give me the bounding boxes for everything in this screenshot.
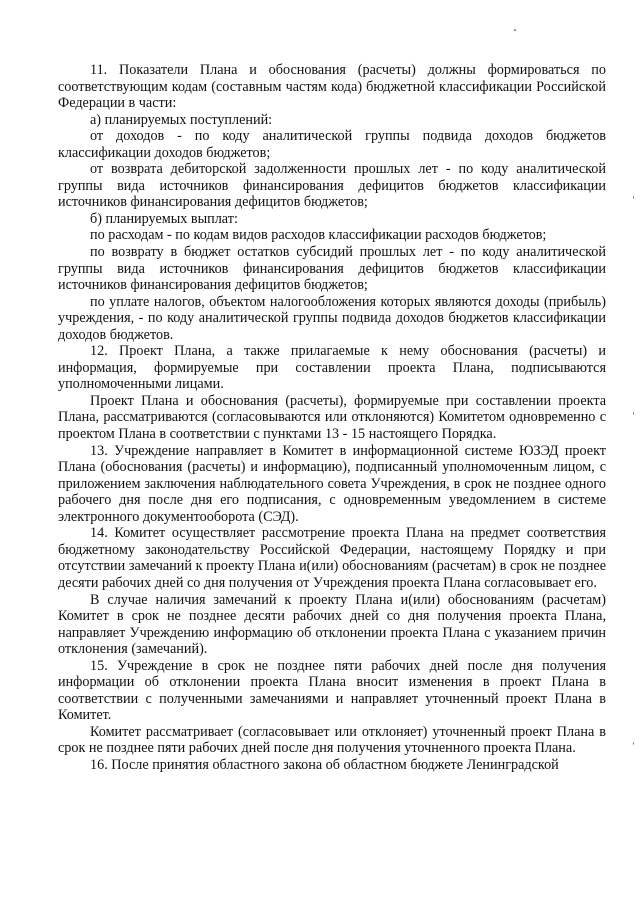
document-page	[58, 62, 606, 774]
paragraph-11a: а) планируемых поступлений:	[90, 111, 273, 128]
paragraph-11a-income: от доходов - по коду аналитической группы подвида доходов бюджетов классификации доходов бюджетов;	[58, 128, 606, 161]
paragraph-16: 16. После принятия областного закона об областном бюджете Ленинградской	[90, 756, 559, 773]
scan-speck	[633, 196, 634, 199]
scan-speck	[633, 742, 634, 745]
paragraph-11b: б) планируемых выплат:	[90, 210, 238, 227]
scan-speck	[514, 29, 516, 31]
scan-speck	[633, 412, 634, 415]
paragraph-12-review: Проект Плана и обоснования (расчеты), формируемые при составлении проекта Плана, рассматриваются (согласовываются или отклоняются) Комитетом одновременно с проектом Плана в соответствии с пунктами 13 - 15 настоящего Порядка.	[58, 392, 606, 443]
paragraph-11b-expenses: по расходам - по кодам видов расходов классификации расходов бюджетов;	[90, 227, 547, 244]
paragraph-15-review: Комитет рассматривает (согласовывает или отклоняет) уточненный проект Плана в срок не позднее пяти рабочих дней после дня получения уточненного проекта Плана.	[58, 723, 606, 757]
paragraph-15: 15. Учреждение в срок не позднее пяти рабочих дней после дня получения информации об отклонении проекта Плана вносит изменения в проект Плана в соответствии с полученными замечаниями и направляет уточненный проект Плана в Комитет.	[58, 657, 606, 724]
paragraph-12: 12. Проект Плана, а также прилагаемые к нему обоснования (расчеты) и информация, формируемые при составлении проекта Плана, подписываются уполномоченными лицами.	[58, 343, 606, 393]
paragraph-14: 14. Комитет осуществляет рассмотрение проекта Плана на предмет соответствия бюджетному законодательству Российской Федерации, настоящему Порядку и при отсутствии замечаний к проекту Плана и(или) обоснованиям (расчетам) в срок не позднее десяти рабочих дней со дня получения от Учреждения проекта Плана согласовывает его.	[58, 525, 606, 591]
paragraph-14-remarks: В случае наличия замечаний к проекту Плана и(или) обоснованиям (расчетам) Комитет в срок не позднее десяти рабочих дней со дня получения проекта Плана, направляет Учреждению информацию об отклонении проекта Плана с указанием причин отклонения (замечаний).	[58, 591, 606, 658]
paragraph-11b-taxes: по уплате налогов, объектом налогообложения которых являются доходы (прибыль) учреждения, - по коду аналитической группы подвида доходов бюджетов классификации доходов бюджетов.	[58, 293, 606, 343]
paragraph-13: 13. Учреждение направляет в Комитет в информационной системе ЮЗЭД проект Плана (обоснования (расчеты) и информацию), подписанный уполномоченным лицом, с приложением заключения наблюдательного совета Учреждения, в срок не позднее одного рабочего дня после дня его подписания, с одновременным уведомлением в системе электронного документооборота (СЭД).	[58, 442, 606, 525]
paragraph-11b-subsidies: по возврату в бюджет остатков субсидий прошлых лет - по коду аналитической группы вида источников финансирования дефицитов бюджетов классификации источников финансирования дефицитов бюджетов;	[58, 244, 606, 294]
paragraph-11: 11. Показатели Плана и обоснования (расчеты) должны формироваться по соответствующим кодам (составным частям кода) бюджетной классификации Российской Федерации в части:	[58, 62, 606, 112]
paragraph-11a-receivables: от возврата дебиторской задолженности прошлых лет - по коду аналитической группы вида источников финансирования дефицитов бюджетов классификации источников финансирования дефицитов бюджетов;	[58, 161, 606, 211]
